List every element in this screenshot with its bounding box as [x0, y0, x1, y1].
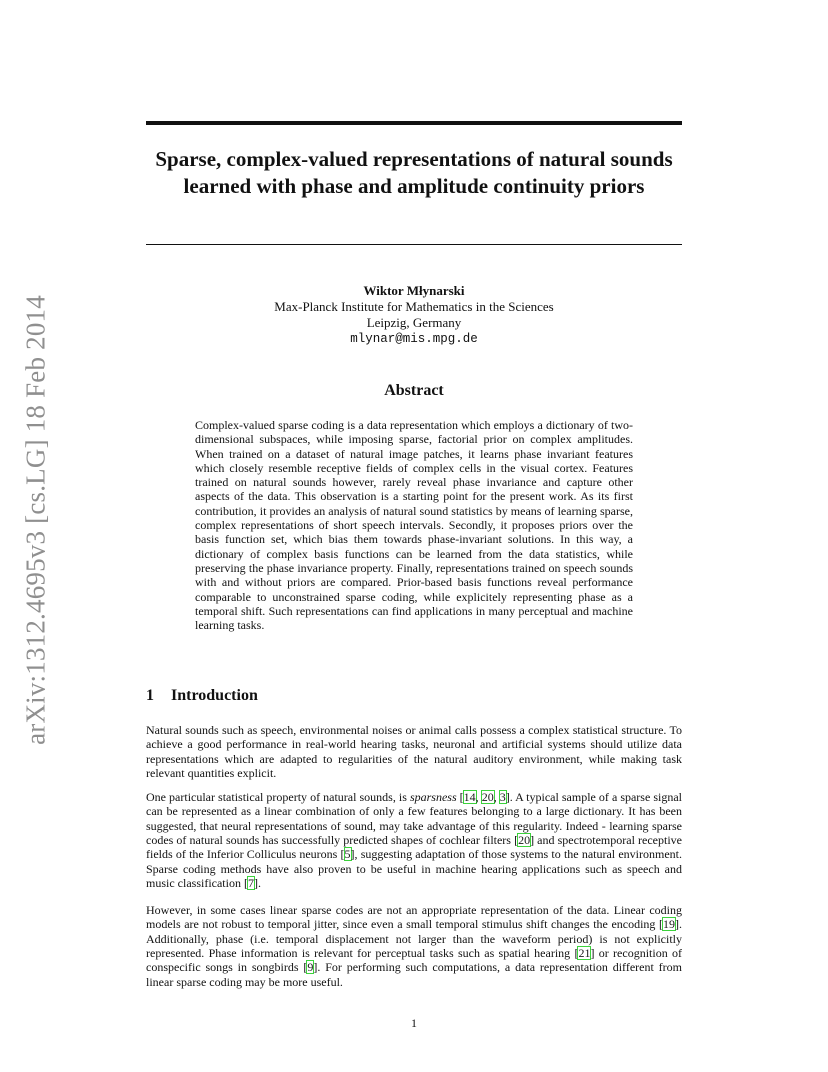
citation-link[interactable]: 19 [663, 917, 675, 932]
section-heading [146, 686, 682, 706]
intro-paragraph-2 [146, 790, 682, 890]
text-run: However, in some cases linear sparse codes are not an appropriate representation of the data. Linear coding models are not robust to temporal jitter, since even a small temporal stimulus shift changes the encoding [ [146, 903, 682, 932]
emphasis-sparsness: sparsness [409, 790, 457, 804]
author-email[interactable]: mlynar@mis.mpg.de [350, 332, 478, 346]
citation-link[interactable]: 3 [499, 790, 506, 804]
citation-link[interactable]: 21 [578, 946, 591, 961]
citation-link[interactable]: 7 [247, 876, 254, 891]
text-run: ]. Additionally, phase (i.e. temporal displacement not larger than the waveform period) is not explicitly represented. Phase information is relevant for perceptual tasks such as spatial hearing [ [146, 917, 682, 961]
abstract-text: Complex-valued sparse coding is a data representation which employs a dictionary of two-dimensional subspaces, while imposing sparse, factorial prior on complex amplitudes. When trained on a dataset of natural image patches, it learns phase invariant features which closely resemble receptive fields of complex cells in the visual cortex. Features trained on natural sounds however, rarely reveal phase invariance and capture other aspects of the data. This observation is a starting point for the present work. As its first contribution, it provides an analysis of natural sound statistics by means of learning sparse, complex representations of short speech intervals. Secondly, it proposes priors over the basis function set, which bias them towards phase-invariant solutions. In this way, a dictionary of complex basis functions can be learned from the data statistics, while preserving the phase invariance property. Finally, representations trained on speech sounds with and without priors are compared. Prior-based basis functions reveal performance comparable to unconstrained sparse coding, while explicitely representing phase as a temporal shift. Such representations can find applications in many perceptual and machine learning tasks. [195, 418, 633, 633]
text-run: One particular statistical property of natural sounds, is [146, 790, 410, 804]
title-top-rule [146, 121, 682, 125]
intro-paragraph-1: Natural sounds such as speech, environmental noises or animal calls possess a complex statistical structure. To achieve a good performance in real-world hearing tasks, neuronal and artificial systems should utilize data representations which are adapted to regularities of the natural auditory environment, while making task relevant quantities explicit. [146, 723, 682, 781]
citation-link[interactable]: 14 [463, 790, 476, 804]
citation-link[interactable]: 20 [518, 833, 531, 848]
section-number: 1 [146, 687, 154, 704]
citation-link[interactable]: 20 [481, 790, 494, 804]
text-run: ]. For performing such computations, a data representation different from linear sparse coding may be more useful. [146, 960, 682, 989]
section-title: Introduction [171, 687, 258, 704]
arxiv-side-stamp: arXiv:1312.4695v3 [cs.LG] 18 Feb 2014 [20, 295, 51, 745]
text-run: , [493, 790, 500, 804]
page-number: 1 [411, 1016, 417, 1030]
text-run: ], suggesting adaptation of those systems to the natural environment. Sparse coding methods have also proven to be useful in machine hearing applications such as speech and music classification [ [146, 847, 682, 891]
paper-title: Sparse, complex-valued representations of natural sounds learned with phase and amplitude continuity priors [155, 147, 673, 198]
text-run: ]. A typical sample of a sparse signal can be represented as a linear combination of only a few features belonging to a large dictionary. It has been suggested, that neural representations of sound, may take advantage of this regularity. Indeed - learning sparse codes of natural sounds has successfully predicted shapes of cochlear filters [ [146, 790, 683, 848]
citation-link[interactable]: 9 [307, 960, 314, 975]
abstract-heading: Abstract [384, 382, 444, 399]
title-bottom-rule [146, 244, 682, 245]
text-run: ] or recognition of conspecific songs in songbirds [ [146, 946, 683, 975]
text-run: , [475, 790, 482, 804]
intro-paragraph-3 [146, 903, 682, 989]
text-run: ]. [253, 876, 261, 891]
author-affiliation: Max-Planck Institute for Mathematics in the Sciences [274, 299, 554, 314]
text-run: ] and spectrotemporal receptive fields of the Inferior Colliculus neurons [ [146, 833, 682, 862]
citation-link[interactable]: 5 [344, 847, 351, 862]
author-name: Wiktor Młynarski [363, 283, 465, 298]
author-block [146, 283, 682, 347]
text-run: [ [456, 790, 464, 804]
author-location: Leipzig, Germany [366, 315, 462, 330]
